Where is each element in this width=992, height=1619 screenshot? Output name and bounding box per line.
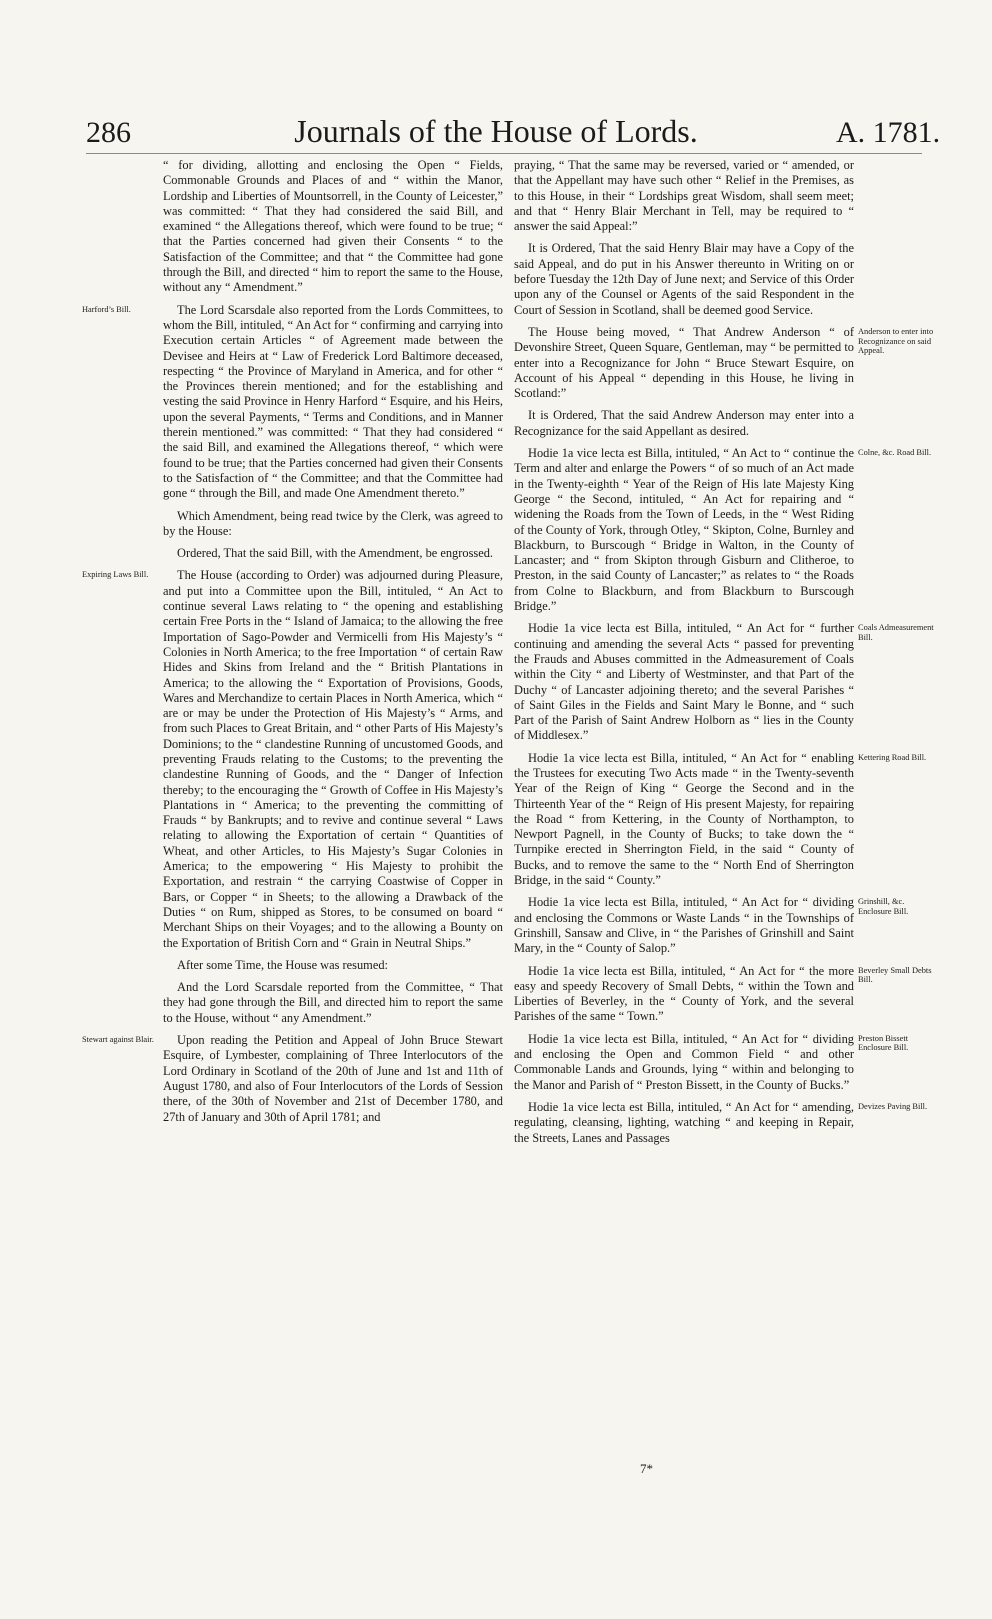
entry-text: After some Time, the House was resumed: (177, 957, 388, 972)
entry-text: Ordered, That the said Bill, with the Amendment, be engrossed. (177, 546, 494, 561)
margin-note: Kettering Road Bill. (858, 752, 927, 762)
signature-mark: 7* (640, 1461, 653, 1476)
entry-text: Hodie 1a vice lecta est Billa, intituled, “ An Act for “ dividing and enclosing the Open and Common Field “ and other Commonable Lands and Grounds, lying “ within and belonging to the Manor and Parish of “ Preston Bissett, in the County of Bucks.” (514, 1031, 854, 1092)
left-column (82, 158, 503, 1132)
entry-text: The House being moved, “ That Andrew Anderson “ of Devonshire Street, Queen Square, Gentleman, may “ be permitted to enter into a Recognizance for John “ Bruce Stewart Esquire, on Account of his Appeal “ depending in this House, he living in Scotland:” (514, 324, 854, 401)
entry-text: It is Ordered, That the said Henry Blair may have a Copy of the said Appeal, and do put in his Answer thereunto in Writing on or before Tuesday the 12th Day of June next; and Service of this Order upon any of the Counsel or Agents of the said Respondent in the Court of Session in Scotland, shall be deemed good Service. (514, 241, 854, 317)
entry-text: It is Ordered, That the said Andrew Anderson may enter into a Recognizance for the said Appellant as desired. (514, 408, 854, 438)
entry-text: Hodie 1a vice lecta est Billa, intituled, “ An Act for “ enabling the Trustees for executing Two Acts made “ in the Twenty-seventh Year of the Reign of King “ George the Second and in the Thirteenth Year of the “ Reign of His present Majesty, for repairing the Road “ from Kettering, in the County of Northampton, to Newport Pagnell, in the County of Bucks; to take down the “ Turnpike erected in Sherrington Field, in the said “ County of Bucks, and to remove the same to the “ North End of Sherrington Bridge, in the said “ County.” (514, 750, 854, 888)
journal-entry (163, 546, 503, 561)
journal-entry (514, 446, 932, 614)
journal-entry (514, 963, 932, 1025)
margin-note: Anderson to enter into Recognizance on said Appeal. (858, 326, 934, 356)
entry-text: Hodie 1a vice lecta est Billa, intituled, “ An Act for “ amending, regulating, cleansing, lighting, watching “ and keeping in Repair, the Streets, Lanes and Passages (514, 1099, 854, 1145)
margin-note: Expiring Laws Bill. (82, 570, 149, 580)
journal-entry (514, 158, 854, 234)
header-rule (86, 153, 922, 154)
entry-text: praying, “ That the same may be reversed, varied or “ amended, or that the Appellant may have such other “ Relief in the Premises, as to this House, in their “ Lordships great Wisdom, shall seem meet; and that “ Henry Blair Merchant in Tell, may be required to “ answer the said Appeal:” (514, 158, 854, 234)
journal-entry (514, 1031, 909, 1093)
entry-text: Which Amendment, being read twice by the Clerk, was agreed to by the House: (163, 508, 503, 538)
journal-entry (82, 568, 503, 950)
entry-text: Hodie 1a vice lecta est Billa, intituled, “ An Act for “ dividing and enclosing the Commons or Waste Lands “ in the Townships of Grinshill, Sansaw and Clive, in “ the Parishes of Grinshill and Saint Mary, in the “ County of Salop.” (514, 895, 854, 956)
year-heading: A. 1781. (836, 116, 941, 149)
entry-text: Upon reading the Petition and Appeal of John Bruce Stewart Esquire, of Lymbester, complaining of Three Interlocutors of the Lord Ordinary in Scotland of the 20th of June and 1st and 11th of August 1780, and also of Four Interlocutors of the Lords of Session there, of the 30th of November and 21st of December 1780, and 27th of January and 30th of April 1781; and (163, 1033, 503, 1124)
margin-note: Stewart against Blair. (82, 1035, 154, 1045)
right-column (514, 158, 934, 1153)
entry-text: Hodie 1a vice lecta est Billa, intituled, “ An Act to “ continue the Term and alter and enlarge the Powers “ of so much of an Act made in the Twenty-eighth “ Year of the Reign of His late Majesty King George “ the Second, intituled, “ An Act for repairing and “ widening the Roads from the Town of Leeds, in the “ West Riding of the County of York, through Otley, “ Skipton, Colne, Burnley and Blackburn, to Burscough “ Bridge in Walton, in the County of Lancaster; and “ from Skipton through Gisburn and Clitheroe, to Preston, in the said County of Lancaster;” as relates to “ the Roads from Colne to Blackburn, and from Blackburn to Burscough Bridge.” (514, 446, 854, 614)
journal-entry (82, 302, 503, 502)
page-number: 286 (86, 116, 131, 149)
margin-note: Beverley Small Debts Bill. (858, 965, 932, 985)
journal-entry (514, 408, 854, 439)
journal-entry (82, 1033, 503, 1125)
journal-entry (163, 509, 503, 540)
margin-note: Devizes Paving Bill. (858, 1101, 928, 1111)
running-title: Journals of the House of Lords. (294, 113, 698, 149)
journal-entry (163, 958, 503, 973)
margin-note: Colne, &c. Road Bill. (858, 448, 932, 458)
entry-text: The House (according to Order) was adjourned during Pleasure, and put into a Committee upon the Bill, intituled, “ An Act to continue several Laws relating to “ the opening and establishing certain Free Ports in the “ Island of Jamaica; to the allowing the free Importation of Sago-Powder and Vermicelli from His Majesty’s “ Colonies in North America; to the free Importation “ of certain Raw Hides and Skins from Ireland and the “ British Plantations in America; to the allowing the “ Exportation of Provisions, Goods, Wares and Merchandize to certain Places in North America, which “ are or may be under the Protection of His Majesty’s “ Arms, and from such Places to Great Britain, and “ other Parts of His Majesty’s Dominions; to the “ clandestine Running of uncustomed Goods, and preventing Frauds relating to the Customs; to the preventing the clandestine Running of Goods, and the “ Danger of Infection thereby; to the encouraging the “ Growth of Coffee in His Majesty’s Plantations in “ America; to the preventing the committing of Frauds “ by Bankrupts; and to revive and continue several “ Laws relating to allowing the Exportation of certain “ Quantities of Wheat, and other Articles, to His Majesty’s Sugar Colonies in America; to the empowering “ His Majesty to prohibit the Exportation, and restrain “ the carrying Coastwise of Copper in Bars, or Copper “ in Sheets; to the allowing a Drawback of the Duties “ on Rum, shipped as Stores, to be consumed on board “ Merchant Ships on their Voyages; and to the allowing a Bounty on the Exportation of British Corn and “ Grain in Neutral Ships.” (163, 568, 503, 950)
journal-entry (514, 895, 909, 956)
journal-entry (514, 241, 854, 317)
margin-note: Harford’s Bill. (82, 304, 131, 314)
entry-text: The Lord Scarsdale also reported from the Lords Committees, to whom the Bill, intituled, “ An Act for “ confirming and carrying into Execution certain Articles “ of Agreement made between the Devisee and Heirs at “ Law of Frederick Lord Baltimore deceased, respecting “ the Province of Maryland in America, and for other “ the Provinces therein mentioned; and for the establishing and vesting the said Province in Henry Harford “ Esquire, and his Heirs, upon the several Payments, “ Terms and Conditions, and in Manner therein mentioned.” was committed: “ That they had considered “ the said Bill, and examined the Allegations thereof, “ which were found to be true; that the Parties concerned had given their Consents to the Satisfaction of “ the Committee; and that the Committee had gone “ through the Bill, and made One Amendment thereto.” (163, 302, 503, 501)
journal-entry (514, 621, 934, 743)
entry-text: And the Lord Scarsdale reported from the Committee, “ That they had gone through the Bill, and directed him to report the same to the House, without “ any Amendment.” (163, 980, 503, 1025)
margin-note: Grinshill, &c. Enclosure Bill. (858, 897, 909, 916)
journal-entry (514, 324, 934, 401)
journal-entry (163, 980, 503, 1026)
journal-entry (514, 750, 927, 889)
entry-text: Hodie 1a vice lecta est Billa, intituled, “ An Act for “ the more easy and speedy Recovery of Small Debts, “ within the Town and Liberties of Beverley, in the “ County of York, and the several Parishes of the same “ Town.” (514, 963, 854, 1024)
entry-text: “ for dividing, allotting and enclosing the Open “ Fields, Commonable Grounds and Places of and “ within the Manor, Lordship and Liberties of Mountsorrell, in the County of Leicester,” was committed: “ That they had considered the said Bill, and examined “ the Allegations thereof, which were found to be true; “ that the Parties concerned had given their Consents “ to the Satisfaction of the Committee; and that “ the Committee had gone through the Bill, and directed “ him to report the same to the House, without any “ Amendment.” (163, 158, 503, 295)
entry-text: Hodie 1a vice lecta est Billa, intituled, “ An Act for “ further continuing and amending the several Acts “ passed for preventing the Frauds and Abuses committed in the Admeasurement of Coals within the City “ and Liberty of Westminster, and that Part of the Duchy “ of Lancaster adjoining thereto; and the several Parishes “ of Saint Giles in the Fields and Saint Mary le Bonne, and “ such Part of the Parish of Saint Andrew Holborn as “ lies in the County of Middlesex.” (514, 621, 854, 743)
margin-note: Coals Admeasurement Bill. (858, 623, 934, 642)
margin-note: Preston Bissett Enclosure Bill. (858, 1033, 909, 1053)
journal-entry (163, 158, 503, 296)
journal-entry (514, 1099, 928, 1146)
